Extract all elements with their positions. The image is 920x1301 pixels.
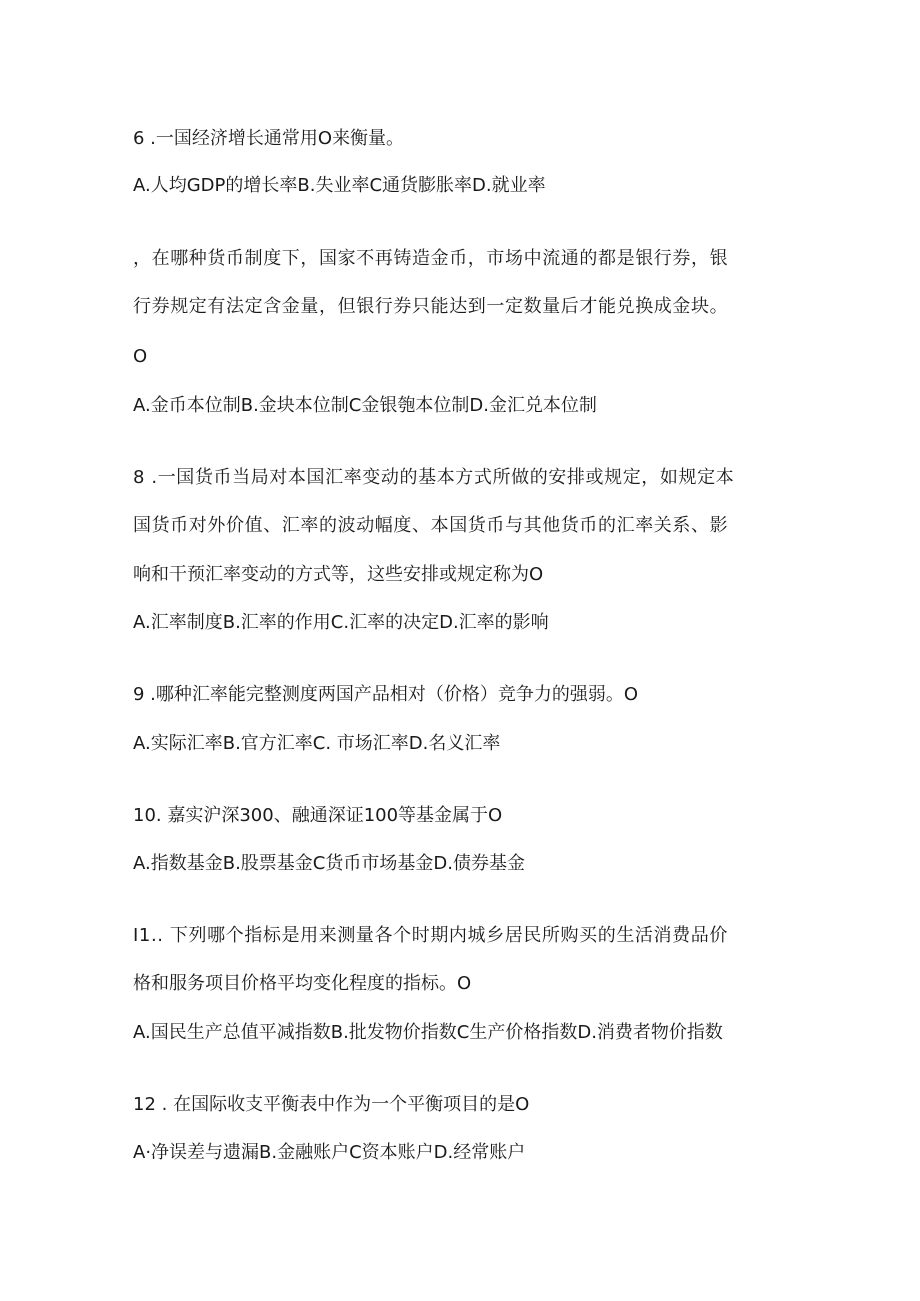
question-10-stem: 10. 嘉实沪深300、融通深证100等基金属于O xyxy=(133,805,503,826)
question-8-stem-line-3: 响和干预汇率变动的方式等，这些安排或规定称为O xyxy=(133,564,544,585)
question-6-stem: 6 .一国经济增长通常用O来衡量。 xyxy=(133,128,405,149)
question-7-stem-line-1: ，在哪种货币制度下，国家不再铸造金币，市场中流通的都是银行券，银 xyxy=(133,248,729,269)
question-7-stem-line-2: 行券规定有法定含金量，但银行券只能达到一定数量后才能兑换成金块。 xyxy=(133,296,729,317)
question-11-stem-line-2: 格和服务项目价格平均变化程度的指标。O xyxy=(133,973,472,994)
question-11-stem-line-1: I1.. 下列哪个指标是用来测量各个时期内城乡居民所购买的生活消费品价 xyxy=(133,925,728,946)
question-12-stem: 12 . 在国际收支平衡表中作为一个平衡项目的是O xyxy=(133,1094,530,1115)
question-9-stem: 9 .哪种汇率能完整测度两国产品相对（价格）竞争力的强弱。O xyxy=(133,684,639,705)
question-7-options: A.金币本位制B.金块本位制C金银匏本位制D.金汇兑本位制 xyxy=(133,395,597,416)
question-10-options: A.指数基金B.股票基金C货币市场基金D.债券基金 xyxy=(133,853,525,874)
question-12-options: A·净误差与遗漏B.金融账户C资本账户D.经常账户 xyxy=(133,1142,526,1163)
question-7-stem-line-3: O xyxy=(133,346,148,367)
question-8-stem-line-2: 国货币对外价值、汇率的波动幅度、本国货币与其他货币的汇率关系、影 xyxy=(133,515,729,536)
question-11-options: A.国民生产总值平减指数B.批发物价指数C生产价格指数D.消费者物价指数 xyxy=(133,1022,723,1043)
question-8-stem-line-1: 8 .一国货币当局对本国汇率变动的基本方式所做的安排或规定，如规定本 xyxy=(133,467,735,488)
question-9-options: A.实际汇率B.官方汇率C. 市场汇率D.名义汇率 xyxy=(133,733,501,754)
question-8-options: A.汇率制度B.汇率的作用C.汇率的决定D.汇率的影响 xyxy=(133,612,549,633)
question-6-options: A.人均GDP的增长率B.失业率C通货膨胀率D.就业率 xyxy=(133,175,546,196)
